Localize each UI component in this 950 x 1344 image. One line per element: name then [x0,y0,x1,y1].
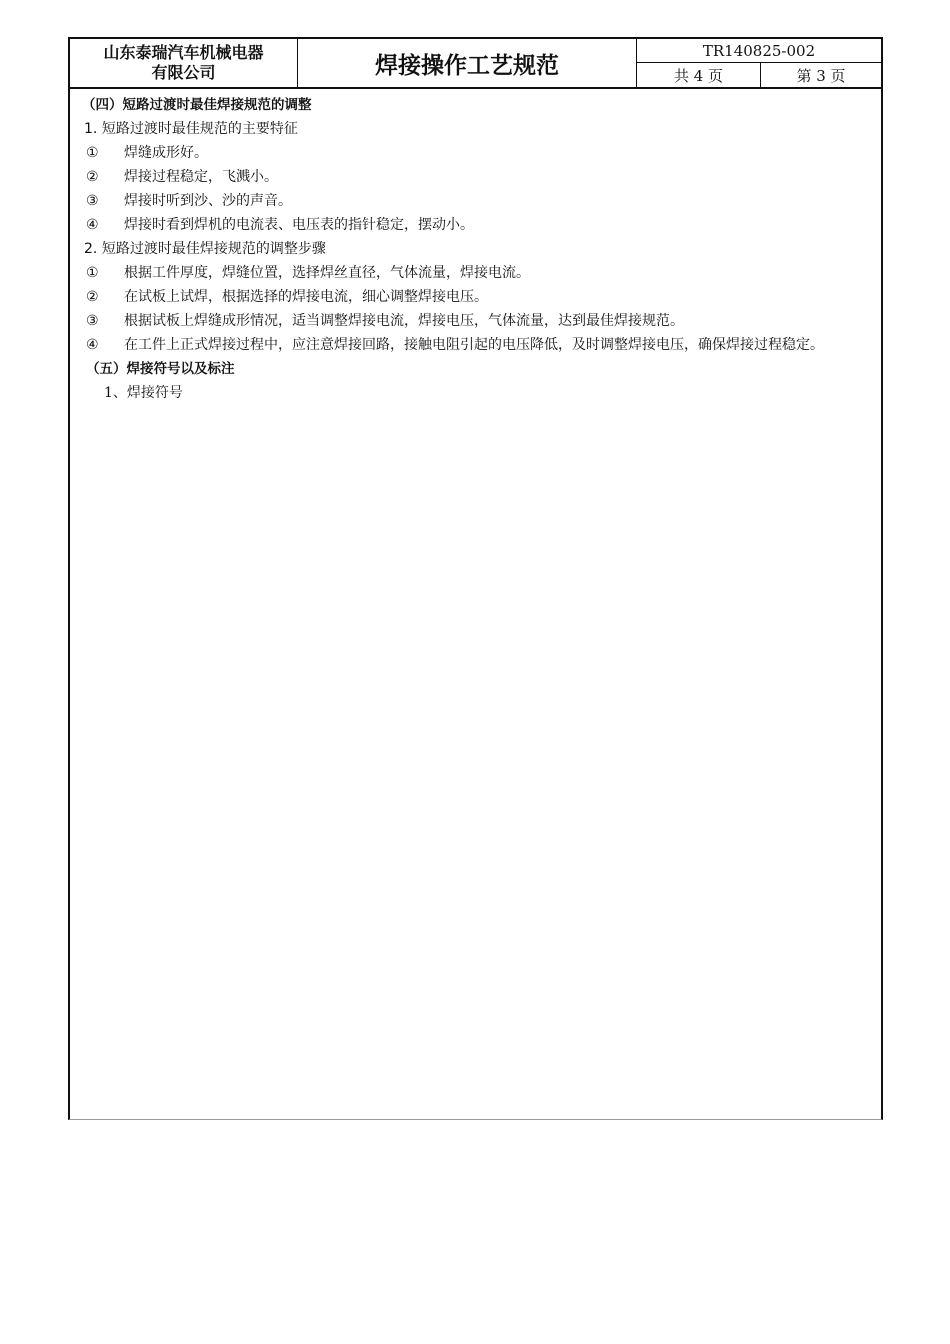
list-item [80,213,875,237]
list-item [80,285,875,309]
list-item-text: 在工件上正式焊接过程中，应注意焊接回路，接触电阻引起的电压降低，及时调整焊接电压，确保焊接过程稳定。 [124,337,824,353]
list-item-text: 焊缝成形好。 [124,145,208,161]
list-marker: ③ [86,313,99,329]
list-item [80,333,875,357]
list-item-text: 焊接时听到沙、沙的声音。 [124,193,292,209]
company-name [70,39,298,87]
list-marker: ② [86,169,99,185]
section-5-item: 1、焊接符号 [104,385,183,401]
list-item [80,189,875,213]
list-marker: ④ [86,337,99,353]
subheading-1-number: 1 [84,121,93,137]
list-item-text: 根据试板上焊缝成形情况，适当调整焊接电流，焊接电压，气体流量，达到最佳焊接规范。 [124,313,684,329]
list-marker: ① [86,145,99,161]
list-marker: ③ [86,193,99,209]
subheading-2-text: . 短路过渡时最佳焊接规范的调整步骤 [92,241,326,257]
list-item-text: 焊接时看到焊机的电流表、电压表的指针稳定，摆动小。 [124,217,474,233]
company-name-line1: 山东泰瑞汽车机械电器 [103,43,264,62]
list-marker: ② [86,289,99,305]
list-item [80,309,875,333]
subheading-1-text: . 短路过渡时最佳规范的主要特征 [92,121,298,137]
list-item-text: 焊接过程稳定，飞溅小。 [124,169,278,185]
list-item-text: 在试板上试焊，根据选择的焊接电流，细心调整焊接电压。 [124,289,488,305]
subheading-2 [80,237,875,261]
section-heading-5: （五）焊接符号以及标注 [86,361,235,377]
list-item [80,165,875,189]
header-table [70,39,881,89]
list-item [80,261,875,285]
document-meta [637,39,881,87]
document-body [80,93,875,405]
subheading-1 [80,117,875,141]
document-number: TR140825-002 [637,39,881,63]
current-page: 第 3 页 [796,67,846,85]
subheading-2-number: 2 [84,241,93,257]
company-name-line2: 有限公司 [151,63,216,82]
document-page [68,37,883,1120]
list-marker: ④ [86,217,99,233]
section-heading-4: （四）短路过渡时最佳焊接规范的调整 [82,97,312,113]
list-marker: ① [86,265,99,281]
total-pages: 共 4 页 [637,63,761,87]
list-item [80,141,875,165]
document-title: 焊接操作工艺规范 [298,39,637,87]
list-item-text: 根据工件厚度，焊缝位置，选择焊丝直径，气体流量，焊接电流。 [124,265,530,281]
